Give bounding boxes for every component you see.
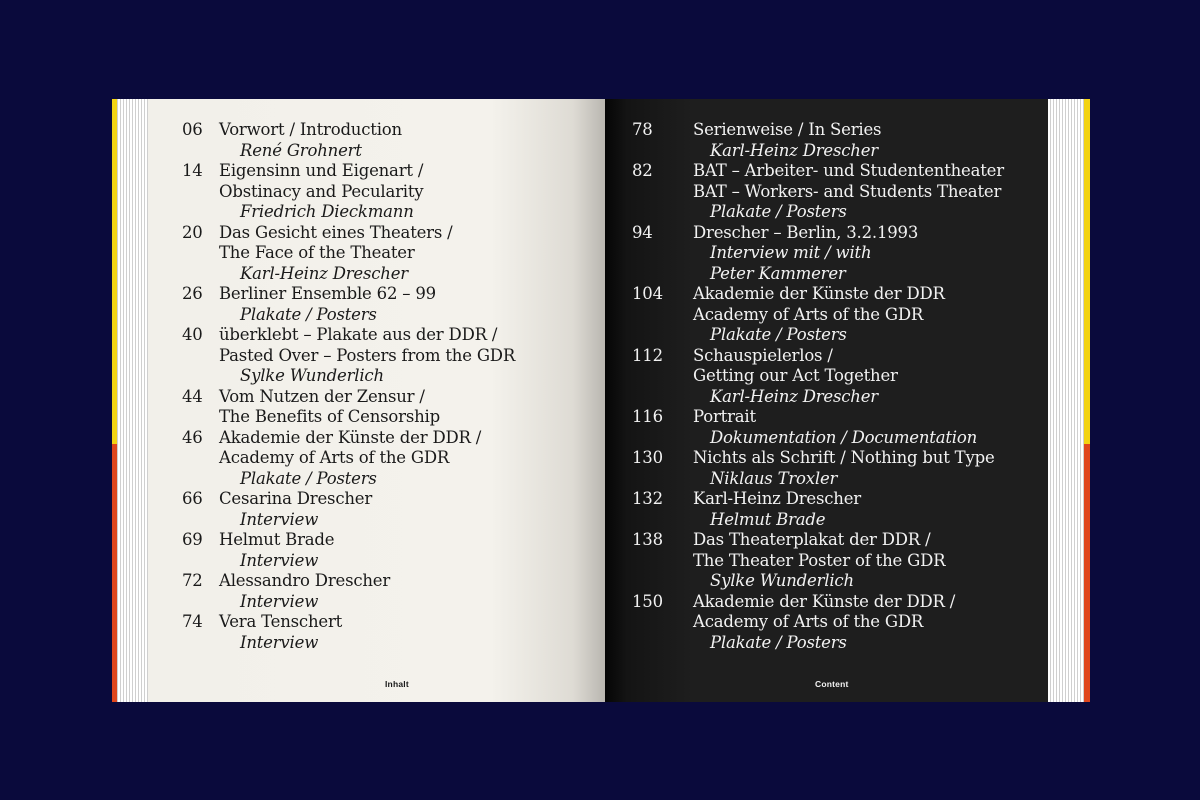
red-edge-strip	[1084, 444, 1090, 702]
toc-title-line: Academy of Arts of the GDR	[693, 612, 924, 631]
toc-entry	[148, 387, 605, 428]
toc-entry	[605, 592, 1048, 654]
toc-title-line: Getting our Act Together	[693, 366, 898, 385]
toc-author-line: Karl-Heinz Drescher	[710, 386, 878, 406]
toc-title-line: Pasted Over – Posters from the GDR	[219, 345, 516, 365]
red-edge-strip	[112, 444, 117, 702]
page-edge-right	[1048, 99, 1090, 702]
toc-title-line: Vom Nutzen der Zensur /	[219, 386, 425, 406]
toc-title	[219, 284, 605, 305]
toc-entry	[605, 223, 1048, 285]
toc-entry	[148, 223, 605, 285]
toc-entry	[605, 120, 1048, 161]
toc-title-line: Serienweise / In Series	[693, 120, 882, 139]
toc-title	[693, 407, 1048, 428]
toc-entry	[605, 530, 1048, 592]
toc-title-line: Vorwort / Introduction	[219, 120, 402, 139]
toc-page-number: 104	[632, 284, 663, 303]
toc-title-line: überklebt – Plakate aus der DDR /	[219, 325, 498, 344]
toc-entry	[605, 161, 1048, 223]
toc-title-line: Vera Tenschert	[219, 612, 343, 631]
toc-title-line: Akademie der Künste der DDR /	[693, 591, 956, 611]
toc-title-line: Akademie der Künste der DDR /	[219, 427, 482, 447]
toc-author	[240, 551, 605, 572]
toc-author-line: Plakate / Posters	[710, 325, 847, 344]
toc-author	[710, 387, 1048, 408]
toc-author-line: Interview	[240, 550, 319, 570]
toc-title-line: Nichts als Schrift / Nothing but Type	[693, 448, 995, 467]
page-footer-right: Content	[815, 679, 849, 689]
toc-title-line: Alessandro Drescher	[219, 571, 391, 590]
toc-title	[219, 325, 605, 366]
toc-title	[219, 120, 605, 141]
toc-title-line: BAT – Arbeiter- und Studententheater	[693, 161, 1004, 180]
toc-page-number: 138	[632, 530, 663, 549]
toc-author	[710, 469, 1048, 490]
toc-title-line: Helmut Brade	[219, 530, 335, 549]
toc-author	[710, 510, 1048, 531]
page-edge-left	[112, 99, 148, 702]
toc-title-line: The Benefits of Censorship	[219, 407, 440, 426]
toc-title-line: Obstinacy and Pecularity	[219, 181, 424, 201]
toc-title	[693, 120, 1048, 141]
toc-title-line: Eigensinn und Eigenart /	[219, 161, 424, 180]
toc-page-number: 130	[632, 448, 663, 467]
toc-title	[693, 592, 1048, 633]
toc-author	[240, 366, 605, 387]
toc-title-line: Cesarina Drescher	[219, 489, 373, 508]
toc-author	[710, 141, 1048, 162]
toc-page-number: 82	[632, 161, 653, 180]
toc-author	[240, 264, 605, 285]
toc-author	[240, 633, 605, 654]
toc-author-line: Interview mit / with	[710, 243, 872, 262]
toc-author-line: Karl-Heinz Drescher	[240, 263, 408, 283]
toc-entry	[148, 161, 605, 223]
toc-author-line: Sylke Wunderlich	[710, 571, 854, 590]
toc-author	[240, 202, 605, 223]
toc-entry	[605, 346, 1048, 408]
toc-entry	[148, 428, 605, 490]
toc-author-line: Plakate / Posters	[240, 304, 377, 324]
toc-author-line: Niklaus Troxler	[710, 468, 838, 488]
toc-title	[219, 161, 605, 202]
toc-title	[693, 161, 1048, 202]
toc-title-line: Das Gesicht eines Theaters /	[219, 222, 453, 242]
toc-author-line: Peter Kammerer	[710, 263, 846, 283]
toc-title	[219, 530, 605, 551]
toc-page-number: 40	[182, 325, 203, 344]
toc-author-line: Sylke Wunderlich	[240, 366, 384, 385]
toc-title	[693, 489, 1048, 510]
page-footer-left: Inhalt	[385, 679, 409, 689]
toc-page-number: 46	[182, 427, 203, 447]
toc-author-line: Plakate / Posters	[240, 468, 377, 488]
toc-title-line: Akademie der Künste der DDR	[693, 284, 945, 303]
toc-entry	[148, 284, 605, 325]
toc-title	[693, 346, 1048, 387]
toc-title	[693, 284, 1048, 325]
toc-entry	[148, 612, 605, 653]
left-page	[148, 99, 605, 702]
yellow-edge-strip	[112, 99, 117, 444]
yellow-edge-strip	[1084, 99, 1090, 444]
toc-page-number: 112	[632, 345, 663, 365]
toc-page-number: 26	[182, 284, 203, 303]
toc-entry	[148, 530, 605, 571]
toc-author-line: Interview	[240, 632, 319, 652]
right-page	[605, 99, 1048, 702]
toc-title-line: The Theater Poster of the GDR	[693, 550, 946, 570]
toc-author	[710, 428, 1048, 449]
toc-page-number: 72	[182, 571, 203, 590]
toc-page-number: 20	[182, 222, 203, 242]
toc-page-number: 66	[182, 489, 203, 508]
toc-title-line: Portrait	[693, 407, 756, 426]
toc-entry	[605, 448, 1048, 489]
toc-title-line: Academy of Arts of the GDR	[219, 448, 450, 467]
toc-page-number: 14	[182, 161, 203, 180]
toc-title-line: Drescher – Berlin, 3.2.1993	[693, 222, 919, 242]
toc-author	[710, 243, 1048, 284]
toc-title-line: Academy of Arts of the GDR	[693, 304, 924, 324]
toc-entry	[605, 489, 1048, 530]
toc-title-line: Das Theaterplakat der DDR /	[693, 530, 931, 549]
toc-entry	[148, 571, 605, 612]
toc-title	[693, 448, 1048, 469]
toc-title	[693, 530, 1048, 571]
toc-page-number: 44	[182, 386, 203, 406]
toc-author-line: Helmut Brade	[710, 509, 826, 529]
toc-author	[710, 571, 1048, 592]
toc-entry	[605, 407, 1048, 448]
toc-entry	[148, 489, 605, 530]
toc-author-line: René Grohnert	[240, 140, 362, 160]
toc-author-line: Plakate / Posters	[710, 202, 847, 221]
toc-page-number: 94	[632, 222, 653, 242]
toc-title	[219, 612, 605, 633]
toc-entry	[148, 325, 605, 387]
toc-title-line: BAT – Workers- and Students Theater	[693, 181, 1002, 201]
toc-author	[240, 469, 605, 490]
toc-title	[219, 223, 605, 264]
toc-title	[219, 571, 605, 592]
toc-author	[710, 325, 1048, 346]
toc-title-line: The Face of the Theater	[219, 243, 415, 262]
toc-page-number: 78	[632, 120, 653, 139]
toc-list-left	[148, 120, 605, 653]
toc-author	[710, 633, 1048, 654]
toc-title-line: Karl-Heinz Drescher	[693, 489, 861, 508]
toc-page-number: 150	[632, 591, 663, 611]
toc-entry	[605, 284, 1048, 346]
toc-title	[219, 387, 605, 428]
toc-title-line: Berliner Ensemble 62 – 99	[219, 284, 436, 303]
toc-author-line: Interview	[240, 509, 319, 529]
toc-author-line: Dokumentation / Documentation	[710, 427, 978, 447]
toc-title	[693, 223, 1048, 244]
toc-list-right	[605, 120, 1048, 653]
toc-page-number: 74	[182, 612, 203, 631]
toc-author-line: Friedrich Dieckmann	[240, 202, 414, 221]
toc-page-number: 69	[182, 530, 203, 549]
toc-title	[219, 428, 605, 469]
toc-entry	[148, 120, 605, 161]
toc-page-number: 06	[182, 120, 203, 139]
toc-author-line: Interview	[240, 591, 319, 611]
toc-author-line: Karl-Heinz Drescher	[710, 140, 878, 160]
toc-title-line: Schauspielerlos /	[693, 345, 833, 365]
toc-author	[710, 202, 1048, 223]
toc-page-number: 116	[632, 407, 663, 426]
toc-author	[240, 592, 605, 613]
toc-page-number: 132	[632, 489, 663, 508]
open-book	[112, 99, 1090, 702]
toc-author	[240, 141, 605, 162]
toc-author	[240, 305, 605, 326]
toc-author	[240, 510, 605, 531]
toc-author-line: Plakate / Posters	[710, 632, 847, 652]
toc-title	[219, 489, 605, 510]
